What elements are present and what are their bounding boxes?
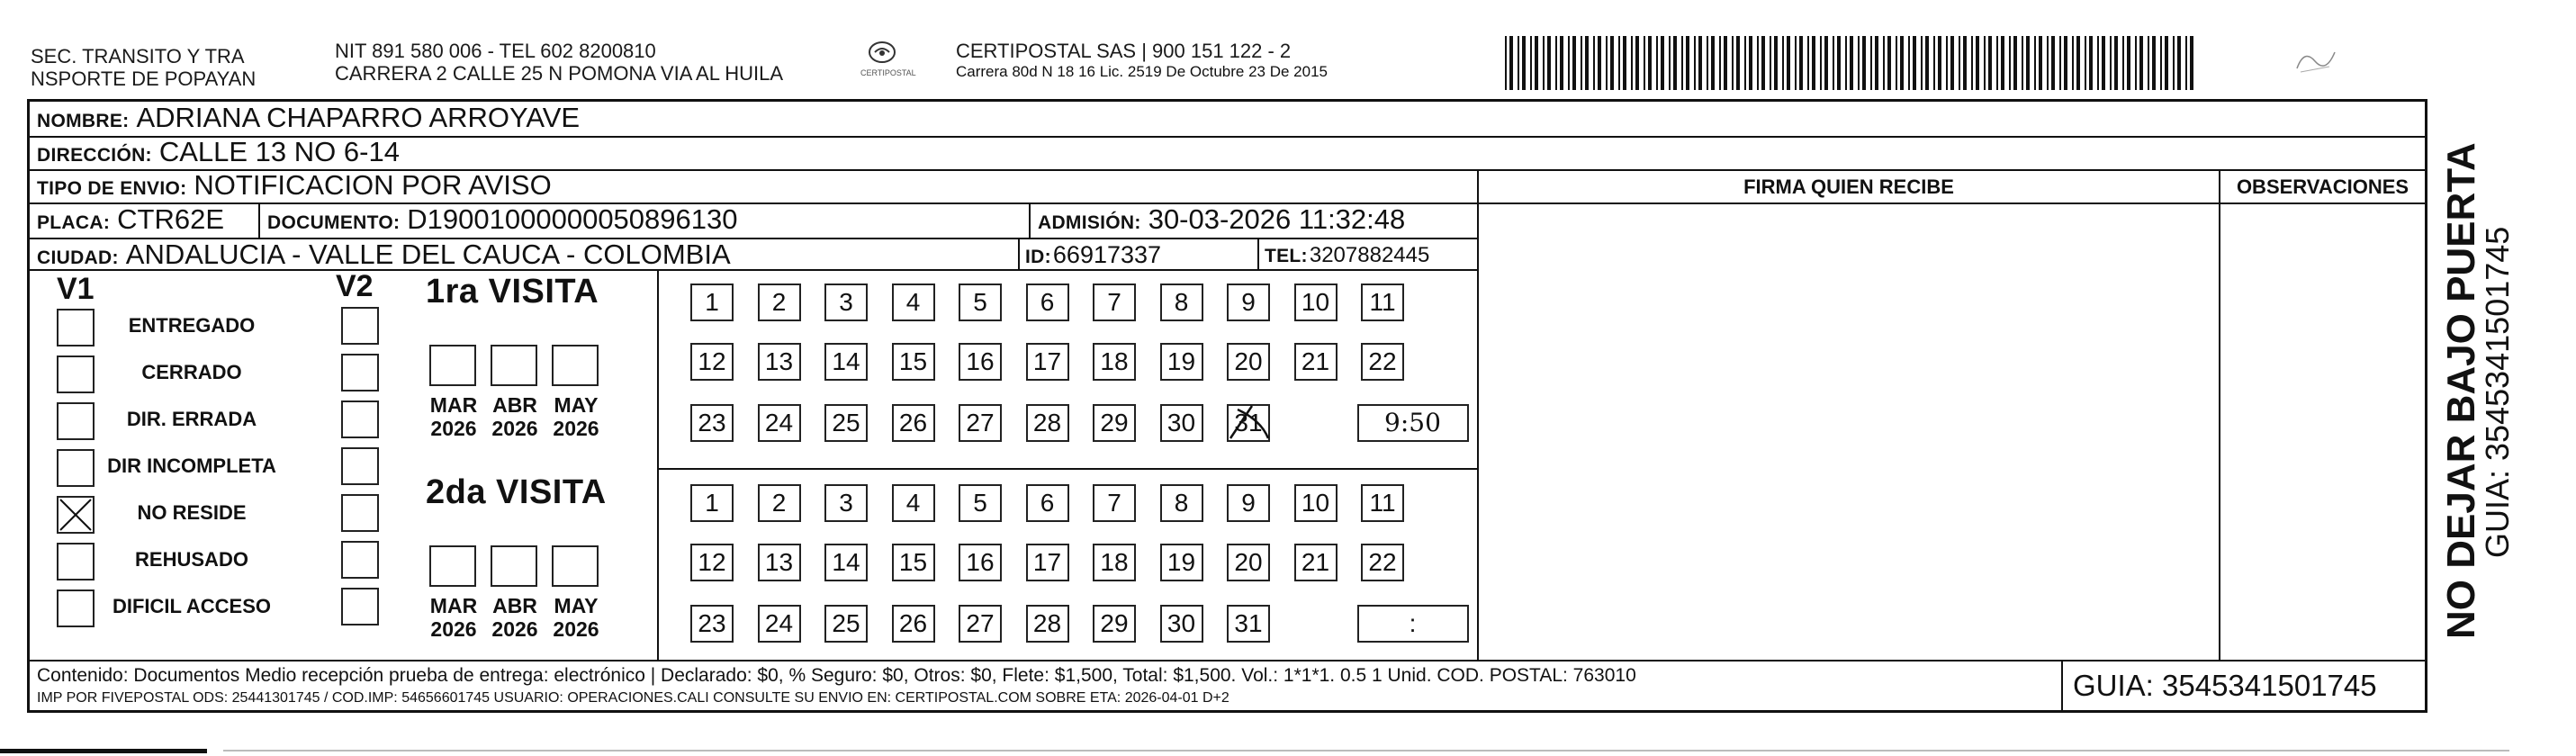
ciudad-value: ANDALUCIA - VALLE DEL CAUCA - COLOMBIA — [125, 238, 731, 270]
footer-print-line: IMP POR FIVEPOSTAL ODS: 25441301745 / COD.IMP: 54656601745 USUARIO: OPERACIONES.CALI CONSULTE SU ENVIO EN: CERTIPOSTAL.COM SOBRE ETA: 2026-04-01 D+2 — [37, 690, 1229, 706]
ciudad-field — [37, 238, 731, 271]
month-label: MAR — [429, 393, 478, 417]
barcode-graphic — [1505, 36, 2200, 90]
id-label: ID: — [1025, 247, 1051, 267]
day-box[interactable]: 11 — [1361, 284, 1404, 321]
month-checkbox[interactable] — [491, 545, 537, 587]
day-box[interactable]: 20 — [1227, 343, 1270, 381]
day-box[interactable]: 16 — [959, 544, 1002, 581]
day-box[interactable]: 30 — [1160, 404, 1203, 442]
day-box[interactable]: 1 — [690, 284, 734, 321]
year-label: 2026 — [491, 417, 538, 440]
month-label: ABR — [492, 393, 537, 417]
scan-edge — [0, 749, 207, 753]
status-option-label: DIR. ERRADA — [126, 408, 257, 430]
admision-label: ADMISIÓN: — [1038, 212, 1141, 233]
rule — [2219, 169, 2220, 660]
tipo-value: NOTIFICACION POR AVISO — [194, 169, 552, 201]
year-label: 2026 — [430, 617, 477, 641]
v2-checkbox[interactable] — [341, 307, 379, 345]
day-box[interactable]: 12 — [690, 544, 734, 581]
day-box[interactable]: 29 — [1093, 605, 1136, 643]
courier-line: CERTIPOSTAL SAS | 900 151 122 - 2 — [956, 40, 1292, 62]
guia-footer: GUIA: 3545341501745 — [2073, 669, 2377, 702]
status-option-label: ENTREGADO — [128, 314, 256, 337]
courier-address: Carrera 80d N 18 16 Lic. 2519 De Octubre 23 De 2015 — [956, 63, 1328, 80]
month-checkbox[interactable] — [491, 345, 537, 386]
month-label: ABR — [492, 594, 537, 617]
day-box[interactable]: 6 — [1026, 284, 1069, 321]
day-box[interactable]: 4 — [892, 284, 935, 321]
day-box[interactable]: 8 — [1160, 284, 1203, 321]
issuer-block — [31, 45, 256, 90]
month-label: MAR — [429, 594, 478, 617]
tipo-field — [37, 169, 552, 202]
handwritten-mark-icon — [1225, 402, 1272, 444]
nit-block — [335, 40, 783, 85]
side-guia-label: GUIA: 3545341501745 — [2479, 226, 2516, 558]
rule — [30, 660, 2425, 662]
visit-title: 1ra VISITA — [426, 273, 599, 310]
courier-block — [956, 40, 1328, 82]
day-box[interactable]: 7 — [1093, 284, 1136, 321]
day-box[interactable]: 14 — [824, 343, 868, 381]
status-option-label: NO RESIDE — [137, 501, 247, 524]
day-box[interactable]: 29 — [1093, 404, 1136, 442]
time-box[interactable]: : — [1357, 605, 1469, 643]
footer-content-line: Contenido: Documentos Medio recepción prueba de entrega: electrónico | Declarado: $0, % Seguro: $0, Otros: $0, Flete: $1,500, Total: $1,500. Vol.: 1*1*1. 0.5 1 Unid. COD. POSTAL: 763010 — [37, 665, 1636, 686]
documento-value: D19001000000050896130 — [407, 203, 738, 235]
day-box[interactable]: 31 — [1227, 404, 1270, 442]
day-box[interactable]: 13 — [758, 343, 801, 381]
day-box[interactable]: 3 — [824, 284, 868, 321]
visit-title: 2da VISITA — [426, 473, 607, 511]
day-box[interactable]: 18 — [1093, 343, 1136, 381]
day-box[interactable]: 17 — [1026, 343, 1069, 381]
day-box[interactable]: 26 — [892, 605, 935, 643]
v2-checkbox[interactable] — [341, 588, 379, 626]
id-field — [1025, 241, 1161, 269]
day-box[interactable]: 25 — [824, 605, 868, 643]
nit-line: NIT 891 580 006 - TEL 602 8200810 — [335, 40, 656, 62]
day-box[interactable]: 11 — [1361, 484, 1404, 522]
day-box[interactable]: 21 — [1294, 544, 1338, 581]
firma-header: FIRMA QUIEN RECIBE — [1743, 176, 1954, 198]
rule — [1477, 169, 1479, 660]
stamp-mark — [2293, 41, 2338, 77]
barcode — [1505, 36, 2200, 90]
tel-label: TEL: — [1265, 246, 1308, 266]
time-box[interactable]: 9:50 — [1357, 404, 1469, 442]
day-box[interactable]: 26 — [892, 404, 935, 442]
day-box[interactable]: 10 — [1294, 284, 1338, 321]
status-option-label: DIFICIL ACCESO — [112, 595, 271, 617]
placa-label: PLACA: — [37, 212, 111, 233]
tel-value: 3207882445 — [1309, 243, 1430, 267]
day-box[interactable]: 23 — [690, 605, 734, 643]
day-box[interactable]: 18 — [1093, 544, 1136, 581]
day-box[interactable]: 23 — [690, 404, 734, 442]
nombre-label: NOMBRE: — [37, 111, 130, 131]
day-box[interactable]: 27 — [959, 404, 1002, 442]
day-box[interactable]: 15 — [892, 343, 935, 381]
month-checkbox[interactable] — [429, 345, 476, 386]
year-label: 2026 — [553, 617, 599, 641]
day-box[interactable]: 8 — [1160, 484, 1203, 522]
month-checkbox[interactable] — [552, 545, 599, 587]
day-box[interactable]: 19 — [1160, 544, 1203, 581]
month-label: MAY — [554, 594, 599, 617]
day-box[interactable]: 28 — [1026, 404, 1069, 442]
day-box[interactable]: 6 — [1026, 484, 1069, 522]
day-box[interactable]: 2 — [758, 484, 801, 522]
day-box[interactable]: 2 — [758, 284, 801, 321]
status-option-label: REHUSADO — [135, 548, 248, 571]
observaciones-header: OBSERVACIONES — [2236, 176, 2409, 198]
stamp-icon — [2293, 41, 2338, 77]
issuer-line-2: NSPORTE DE POPAYAN — [31, 68, 257, 90]
day-box[interactable]: 13 — [758, 544, 801, 581]
scan-edge — [223, 750, 2509, 752]
direccion-value: CALLE 13 NO 6-14 — [158, 136, 400, 167]
day-box[interactable]: 9 — [1227, 484, 1270, 522]
day-box[interactable]: 3 — [824, 484, 868, 522]
admision-field — [1038, 203, 1405, 236]
nombre-value: ADRIANA CHAPARRO ARROYAVE — [136, 102, 581, 133]
ciudad-label: CIUDAD: — [37, 248, 119, 268]
rule — [258, 202, 260, 238]
day-box[interactable]: 21 — [1294, 343, 1338, 381]
v2-checkbox[interactable] — [341, 447, 379, 485]
v2-checkbox[interactable] — [341, 494, 379, 532]
month-checkbox[interactable] — [552, 345, 599, 386]
day-box[interactable]: 5 — [959, 284, 1002, 321]
delivery-form — [27, 99, 2427, 713]
day-box[interactable]: 24 — [758, 605, 801, 643]
placa-value: CTR62E — [117, 203, 224, 235]
tel-field — [1265, 243, 1429, 268]
rule — [1029, 202, 1031, 238]
day-box[interactable]: 19 — [1160, 343, 1203, 381]
day-box[interactable]: 25 — [824, 404, 868, 442]
status-option-label: CERRADO — [141, 361, 242, 383]
day-box[interactable]: 17 — [1026, 544, 1069, 581]
rule — [1257, 238, 1259, 270]
issuer-line-1: SEC. TRANSITO Y TRA — [31, 45, 245, 68]
rule — [657, 269, 659, 660]
day-box[interactable]: 24 — [758, 404, 801, 442]
status-option-label: DIR INCOMPLETA — [107, 454, 276, 477]
v2-checkbox[interactable] — [341, 400, 379, 438]
rule — [2061, 660, 2063, 710]
day-box[interactable]: 14 — [824, 544, 868, 581]
direccion-field — [37, 136, 400, 168]
month-label: MAY — [554, 393, 599, 417]
year-label: 2026 — [430, 417, 477, 440]
v1-header: V1 — [57, 272, 95, 306]
day-box[interactable]: 9 — [1227, 284, 1270, 321]
day-box[interactable]: 4 — [892, 484, 935, 522]
day-box[interactable]: 22 — [1361, 544, 1404, 581]
month-checkbox[interactable] — [429, 545, 476, 587]
year-label: 2026 — [491, 617, 538, 641]
day-box[interactable]: 16 — [959, 343, 1002, 381]
id-value: 66917337 — [1052, 241, 1162, 268]
v2-header: V2 — [336, 269, 374, 303]
v2-checkbox[interactable] — [341, 354, 379, 392]
day-box[interactable]: 10 — [1294, 484, 1338, 522]
placa-field — [37, 203, 224, 236]
address-line: CARRERA 2 CALLE 25 N POMONA VIA AL HUILA — [335, 62, 784, 85]
no-dejar-bajo-puerta-label: NO DEJAR BAJO PUERTA — [2439, 142, 2483, 639]
day-box[interactable]: 30 — [1160, 605, 1203, 643]
documento-field — [267, 203, 737, 236]
rule — [1018, 238, 1020, 270]
day-box[interactable]: 27 — [959, 605, 1002, 643]
rule — [657, 468, 1477, 470]
nombre-field — [37, 102, 580, 134]
v2-checkbox[interactable] — [341, 541, 379, 579]
day-box[interactable]: 5 — [959, 484, 1002, 522]
day-box[interactable]: 1 — [690, 484, 734, 522]
day-box[interactable]: 28 — [1026, 605, 1069, 643]
tipo-label: TIPO DE ENVIO: — [37, 178, 187, 199]
documento-label: DOCUMENTO: — [267, 212, 401, 233]
year-label: 2026 — [553, 417, 599, 440]
day-box[interactable]: 7 — [1093, 484, 1136, 522]
certipostal-logo — [857, 34, 916, 85]
day-box[interactable]: 20 — [1227, 544, 1270, 581]
day-box[interactable]: 22 — [1361, 343, 1404, 381]
day-box[interactable]: 31 — [1227, 605, 1270, 643]
day-box[interactable]: 12 — [690, 343, 734, 381]
day-box[interactable]: 15 — [892, 544, 935, 581]
admision-value: 30-03-2026 11:32:48 — [1148, 203, 1406, 235]
direccion-label: DIRECCIÓN: — [37, 145, 152, 166]
logo-text: CERTIPOSTAL — [860, 68, 916, 77]
